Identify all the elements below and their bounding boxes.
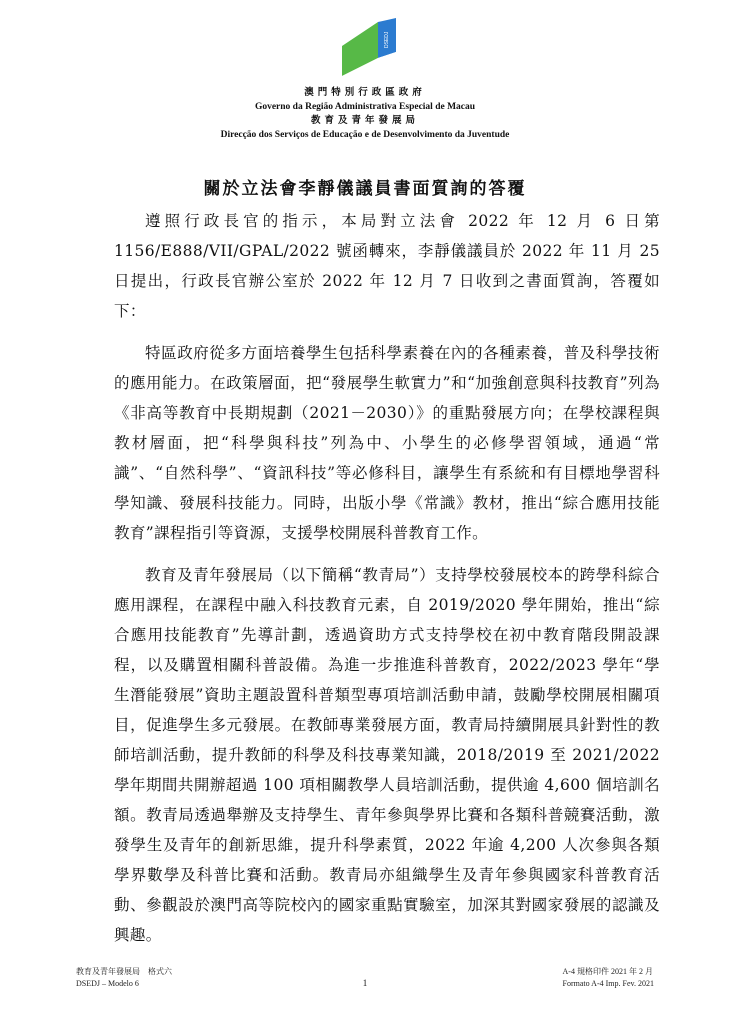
document-body <box>114 206 660 962</box>
paragraph-dsedj: 教育及青年發展局（以下簡稱“教青局”）支持學校發展校本的跨學科綜合應用課程，在課程中融入科技教育元素，自 2019/2020 學年開始，推出“綜合應用技能教育”先導計劃，透過資助方式支持學校在初中教育階段開設課程，以及購置相關科普設備。為進一步推進科普教育，2022/2023 學年“學生潛能發展”資助主題設置科普類型專項培訓活動申請，鼓勵學校開展相關項目，促進學生多元發展。在教師專業發展方面，教青局持續開展具針對性的教師培訓活動，提升教師的科學及科技專業知識，2018/2019 至 2021/2022 學年期間共開辦超過 100 項相關教學人員培訓活動，提供逾 4,600 個培訓名額。教青局透過舉辦及支持學生、青年參與學界比賽和各類科普競賽活動，激發學生及青年的創新思維，提升科學素質，2022 年逾 4,200 人次參與各類學界數學及科普比賽和活動。教青局亦組織學生及青年參與國家科普教育活動、參觀設於澳門高等院校內的國家重點實驗室，加深其對國家發展的認識及興趣。 <box>114 566 660 944</box>
footer-form-zh: 教育及青年發展局 格式六 <box>76 967 172 976</box>
org-name-pt: Governo da Região Administrativa Especial de Macau <box>254 102 476 112</box>
footer-right <box>563 966 654 990</box>
paragraph-intro: 遵照行政長官的指示，本局對立法會 2022 年 12 月 6 日第 1156/E888/VII/GPAL/2022 號函轉來，李靜儀議員於 2022 年 11 月 25 日提出，行政長官辦公室於 2022 年 12 月 7 日收到之書面質詢，答覆如下： <box>114 212 660 320</box>
page-number: 1 <box>362 978 368 988</box>
dept-name-zh: 教育及青年發展局 <box>310 115 419 126</box>
footer-format-zh: A-4 規格印件 2021 年 2 月 <box>562 967 653 976</box>
footer-format-pt: Formato A-4 Imp. Fev. 2021 <box>562 979 654 988</box>
letterhead <box>0 86 730 142</box>
paragraph-policy: 特區政府從多方面培養學生包括科學素養在內的各種素養，普及科學技術的應用能力。在政策層面，把“發展學生軟實力”和“加強創意與科技教育”列為《非高等教育中長期規劃（2021－2030）》的重點發展方向；在學校課程與教材層面，把“科學與科技”列為中、小學生的必修學習領域，通過“常識”、“自然科學”、“資訊科技”等必修科目，讓學生有系統和有目標地學習科學知識、發展科技能力。同時，出版小學《常識》教材，推出“綜合應用技能教育”課程指引等資源，支援學校開展科普教育工作。 <box>114 344 660 542</box>
footer-form-pt: DSEDJ – Modelo 6 <box>76 979 139 988</box>
document-title: 關於立法會李靜儀議員書面質詢的答覆 <box>203 179 527 199</box>
logo-text: DSEDJ <box>384 31 390 48</box>
dept-name-pt: Direcção dos Serviços de Educação e de Desenvolvimento da Juventude <box>220 130 510 140</box>
dsedj-logo <box>338 18 404 78</box>
org-name-zh: 澳門特別行政區政府 <box>304 87 426 98</box>
